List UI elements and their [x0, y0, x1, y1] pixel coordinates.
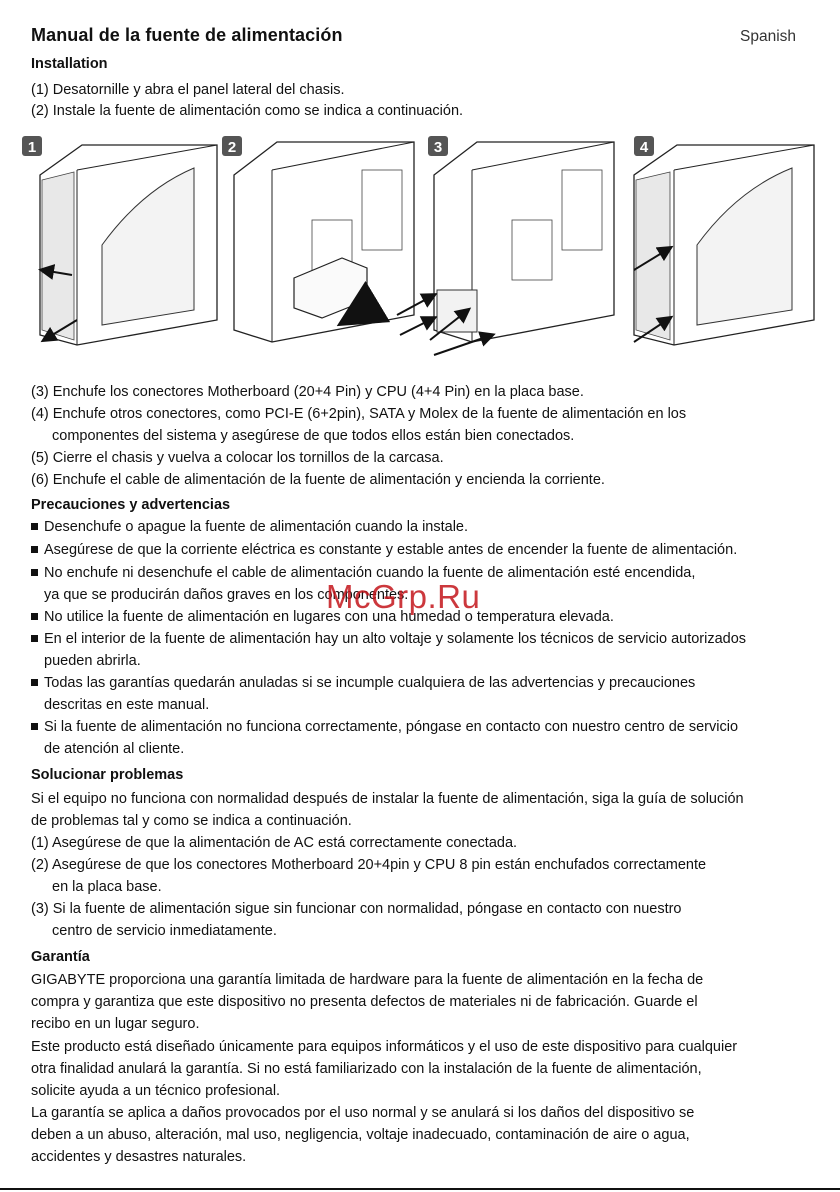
- watermark-text: McGrp.Ru: [326, 578, 481, 615]
- warranty-line-7: La garantía se aplica a daños provocados por el uso normal y se anulará si los daños del dispositivo se: [31, 1105, 695, 1121]
- troubleshooting-line-5: en la placa base.: [52, 879, 162, 895]
- install-step-3: (3) Enchufe los conectores Motherboard (20+4 Pin) y CPU (4+4 Pin) en la placa base.: [31, 384, 584, 400]
- troubleshooting-line-6: (3) Si la fuente de alimentación sigue sin funcionar con normalidad, póngase en contacto con nuestro: [31, 901, 682, 917]
- troubleshooting-line-1: Si el equipo no funciona con normalidad después de instalar la fuente de alimentación, siga la guía de solución: [31, 791, 744, 807]
- warranty-line-6: solicite ayuda a un técnico profesional.: [31, 1083, 281, 1099]
- step-number-4: 4: [639, 139, 649, 156]
- precaution-7-cont: de atención al cliente.: [44, 741, 185, 757]
- warranty-line-8: deben a un abuso, alteración, mal uso, negligencia, voltaje inadecuado, contaminación de aire o agua,: [31, 1127, 690, 1143]
- install-step-6: (6) Enchufe el cable de alimentación de la fuente de alimentación y encienda la corriente.: [31, 472, 605, 488]
- install-step-4: (4) Enchufe otros conectores, como PCI-E (6+2pin), SATA y Molex de la fuente de alimentación en los: [31, 406, 687, 422]
- troubleshooting-line-7: centro de servicio inmediatamente.: [52, 923, 277, 939]
- precaution-6: Todas las garantías quedarán anuladas si se incumple cualquiera de las advertencias y precauciones: [31, 674, 695, 692]
- troubleshooting-line-4: (2) Asegúrese de que los conectores Motherboard 20+4pin y CPU 8 pin están enchufados correctamente: [31, 857, 707, 873]
- precaution-5: En el interior de la fuente de alimentación hay un alto voltaje y solamente los técnicos de servicio autorizados: [31, 630, 746, 648]
- precaution-3-cont: ya que se producirán daños graves en los componentes.: [44, 587, 409, 603]
- figure-step-4: [634, 136, 814, 345]
- precaution-5-cont: pueden abrirla.: [44, 653, 141, 669]
- precaution-4: No utilice la fuente de alimentación en lugares con una humedad o temperatura elevada.: [31, 608, 614, 626]
- page-title: Manual de la fuente de alimentación: [31, 25, 343, 45]
- figure-step-3: [397, 136, 614, 355]
- precaution-7: Si la fuente de alimentación no funciona correctamente, póngase en contacto con nuestro centro de servicio: [31, 718, 738, 736]
- warranty-line-1: GIGABYTE proporciona una garantía limitada de hardware para la fuente de alimentación en la fecha de: [31, 972, 704, 988]
- precaution-2: Asegúrese de que la corriente eléctrica es constante y estable antes de encender la fuente de alimentación.: [31, 541, 737, 559]
- install-intro-1: (1) Desatornille y abra el panel lateral del chasis.: [31, 82, 345, 98]
- warranty-line-2: compra y garantiza que este dispositivo no presenta defectos de materiales ni de fabricación. Guarde el: [31, 994, 698, 1010]
- installation-figures: [22, 130, 822, 360]
- warranty-line-4: Este producto está diseñado únicamente para equipos informáticos y el uso de este dispositivo para cualquier: [31, 1039, 738, 1055]
- language-label: Spanish: [740, 28, 797, 45]
- warranty-line-5: otra finalidad anulará la garantía. Si no está familiarizado con la instalación de la fuente de alimentación,: [31, 1061, 702, 1077]
- install-intro-2: (2) Instale la fuente de alimentación como se indica a continuación.: [31, 103, 464, 119]
- warranty-heading: Garantía: [31, 949, 90, 965]
- installation-heading: Installation: [31, 56, 108, 72]
- step-number-2: 2: [227, 139, 237, 156]
- install-step-4-cont: componentes del sistema y asegúrese de que todos ellos están bien conectados.: [52, 428, 575, 444]
- warranty-line-9: accidentes y desastres naturales.: [31, 1149, 247, 1165]
- precaution-1: Desenchufe o apague la fuente de alimentación cuando la instale.: [31, 518, 468, 536]
- troubleshooting-heading: Solucionar problemas: [31, 767, 184, 783]
- footer-rule: [0, 1188, 840, 1190]
- figure-step-1: [22, 136, 217, 345]
- precautions-heading: Precauciones y advertencias: [31, 497, 231, 513]
- troubleshooting-line-2: de problemas tal y como se indica a continuación.: [31, 813, 352, 829]
- warranty-line-3: recibo en un lugar seguro.: [31, 1016, 200, 1032]
- step-number-1: 1: [27, 139, 37, 156]
- install-step-5: (5) Cierre el chasis y vuelva a colocar los tornillos de la carcasa.: [31, 450, 444, 466]
- precaution-6-cont: descritas en este manual.: [44, 697, 210, 713]
- step-number-3: 3: [433, 139, 443, 156]
- troubleshooting-line-3: (1) Asegúrese de que la alimentación de AC está correctamente conectada.: [31, 835, 518, 851]
- figure-step-2: [222, 136, 414, 342]
- precaution-3: No enchufe ni desenchufe el cable de alimentación cuando la fuente de alimentación esté encendida,: [31, 564, 695, 582]
